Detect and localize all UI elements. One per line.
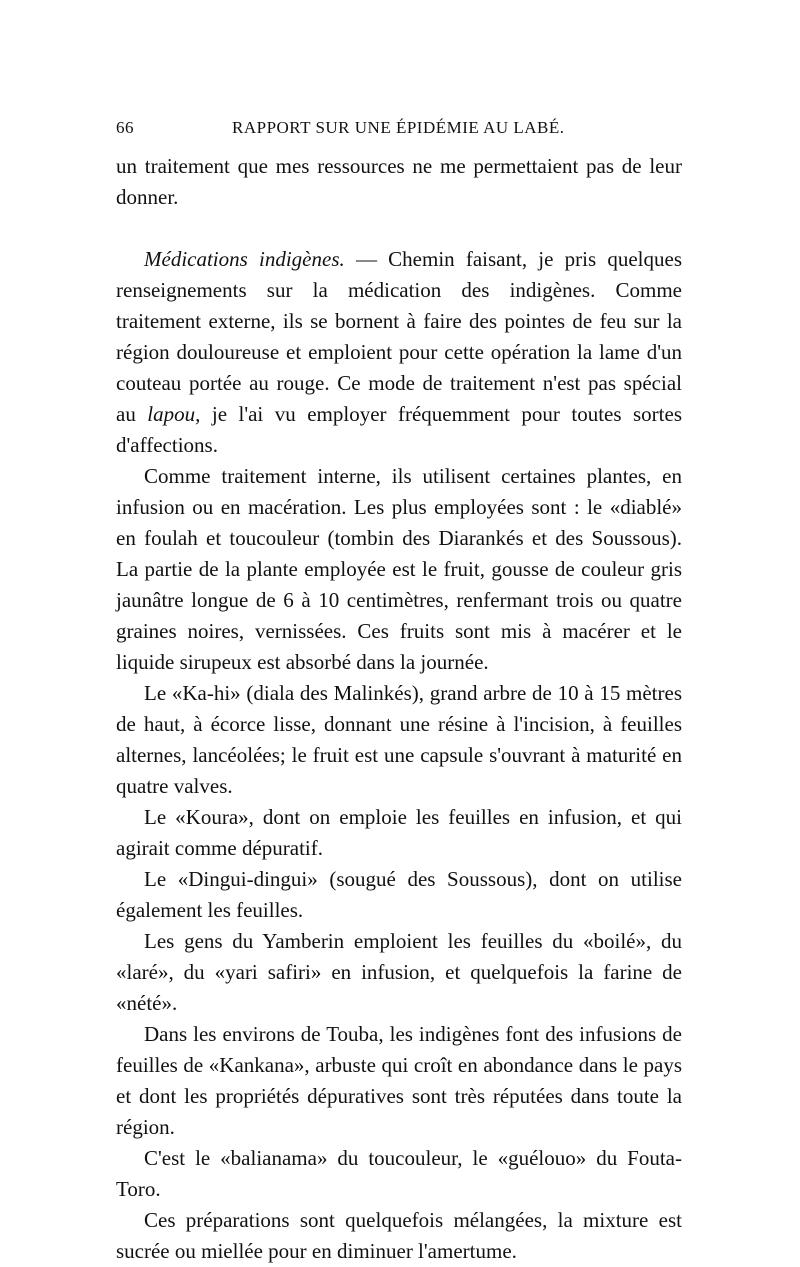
paragraph-touba: Dans les environs de Touba, les indigènes font des infusions de feuilles de «Kankana», arbuste qui croît en abondance dans le pays et dont les propriétés dépuratives sont très réputées dans toute la région. — [116, 1022, 682, 1139]
paragraph-continuation: un traitement que mes ressources ne me permettaient pas de leur donner. — [116, 154, 682, 209]
page-header — [116, 118, 682, 140]
page-number: 66 — [116, 118, 134, 137]
paragraph-internal-treatment: Comme traitement interne, ils utilisent certaines plantes, en infusion ou en macération. Les plus employées sont : le «diablé» en foulah et toucouleur (tombin des Diarankés et des Soussous). La partie de la plante employée est le fruit, gousse de couleur gris jaunâtre longue de 6 à 10 centimètres, renfermant trois ou quatre graines noires, vernissées. Ces fruits sont mis à macérer et le liquide sirupeux est absorbé dans la journée. — [116, 464, 682, 674]
italic-term: lapou — [147, 402, 196, 426]
section-heading: Médications indigènes. — [144, 247, 345, 271]
paragraph-preparations: Ces préparations sont quelquefois mélangées, la mixture est sucrée ou miellée pour en diminuer l'amertume. — [116, 1208, 682, 1263]
paragraph-balianama: C'est le «balianama» du toucouleur, le «guélouo» du Fouta-Toro. — [116, 1146, 682, 1201]
paragraph-text: — Chemin faisant, je pris quelques renseignements sur la médication des indigènes. Comme traitement externe, ils se bornent à faire des pointes de feu sur la région douloureuse et emploient pour cette opération la lame d'un couteau portée au rouge. Ce mode de traitement n'est pas spécial au — [116, 247, 682, 426]
paragraph-yamberin: Les gens du Yamberin emploient les feuilles du «boilé», du «laré», du «yari safiri» en infusion, et quelquefois la farine de «nété». — [116, 929, 682, 1015]
paragraph-medications — [116, 244, 682, 461]
paragraph-ka-hi: Le «Ka-hi» (diala des Malinkés), grand arbre de 10 à 15 mètres de haut, à écorce lisse, donnant une résine à l'incision, à feuilles alternes, lancéolées; le fruit est une capsule s'ouvrant à maturité en quatre valves. — [116, 681, 682, 798]
paragraph-dingui-dingui: Le «Dingui-dingui» (sougué des Soussous), dont on utilise également les feuilles. — [116, 867, 682, 922]
paragraph-koura: Le «Koura», dont on emploie les feuilles en infusion, et qui agirait comme dépuratif. — [116, 805, 682, 860]
body-text — [116, 151, 682, 1267]
running-title: RAPPORT SUR UNE ÉPIDÉMIE AU LABÉ. — [232, 118, 565, 137]
paragraph-text: , je l'ai vu employer fréquemment pour toutes sortes d'affections. — [116, 402, 682, 457]
